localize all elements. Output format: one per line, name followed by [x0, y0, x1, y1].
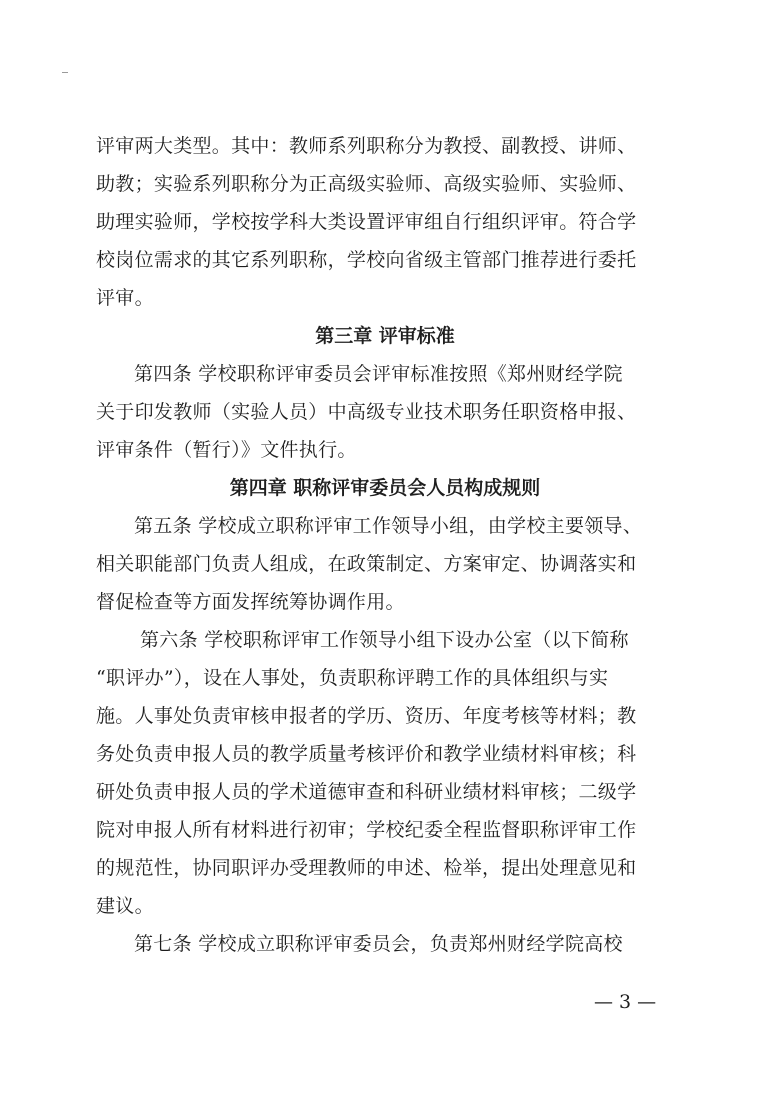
chapter-heading: 第三章 评审标准 [315, 325, 455, 347]
article-line: 建议。 [96, 895, 154, 917]
paragraph-line: 校岗位需求的其它系列职称，学校向省级主管部门推荐进行委托 [96, 249, 637, 271]
article-line: 第五条 学校成立职称评审工作领导小组，由学校主要领导、 [134, 515, 643, 537]
article-line: “职评办”），设在人事处，负责职称评聘工作的具体组织与实 [96, 667, 609, 689]
article-line: 务处负责申报人员的教学质量考核评价和教学业绩材料审核；科 [96, 743, 637, 765]
article-line: 第四条 学校职称评审委员会评审标准按照《郑州财经学院 [134, 363, 623, 385]
article-line: 的规范性，协同职评办受理教师的申述、检举，提出处理意见和 [96, 857, 637, 879]
page-number: — 3 — [594, 991, 657, 1013]
paragraph-line: 评审两大类型。其中：教师系列职称分为教授、副教授、讲师、 [96, 135, 637, 157]
paragraph-line: 助理实验师，学校按学科大类设置评审组自行组织评审。符合学 [96, 211, 637, 233]
article-line: 研处负责申报人员的学术道德审查和科研业绩材料审核；二级学 [96, 781, 637, 803]
article-line: 相关职能部门负责人组成，在政策制定、方案审定、协调落实和 [96, 553, 637, 575]
scan-speck [62, 72, 68, 73]
article-line: 第六条 学校职称评审工作领导小组下设办公室（以下简称 [140, 629, 629, 651]
article-line: 施。人事处负责审核申报者的学历、资历、年度考核等材料；教 [96, 705, 637, 727]
article-line: 院对申报人所有材料进行初审；学校纪委全程监督职称评审工作 [96, 819, 637, 841]
article-line: 督促检查等方面发挥统筹协调作用。 [96, 591, 405, 613]
chapter-heading: 第四章 职称评审委员会人员构成规则 [229, 477, 541, 499]
paragraph-line: 助教；实验系列职称分为正高级实验师、高级实验师、实验师、 [96, 173, 637, 195]
paragraph-line: 评审。 [96, 287, 154, 309]
article-line: 关于印发教师（实验人员）中高级专业技术职务任职资格申报、 [96, 401, 637, 423]
article-line: 第七条 学校成立职称评审委员会，负责郑州财经学院高校 [134, 933, 623, 955]
article-line: 评审条件（暂行）》文件执行。 [96, 439, 357, 461]
